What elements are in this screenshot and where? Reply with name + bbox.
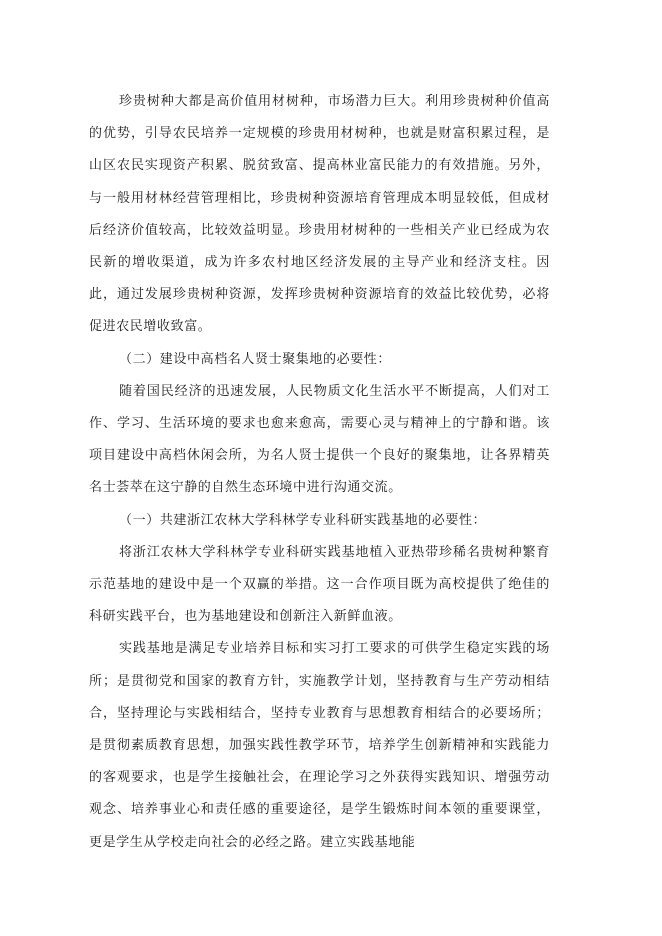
paragraph-practice-base: 实践基地是满足专业培养目标和实习打工要求的可供学生稳定实践的场所；是贯彻党和国家的教育方针，实施教学计划，坚持教育与生产劳动相结合，坚持理论与实践相结合，坚持专业教育与思想教育相结合的必要场所；是贯彻素质教育思想，加强实践性教学环节，培养学生创新精神和实践能力的客观要求，也是学生接触社会，在理论学习之外获得实践知识、增强劳动观念、培养事业心和责任感的重要途径，是学生锻炼时间本领的重要课堂，更是学生从学校走向社会的必经之路。建立实践基地能: [89, 641, 550, 850]
section-heading-research-base: （一）共建浙江农林大学科林学专业科研实践基地的必要性：: [119, 512, 487, 528]
paragraph-gathering-place: 随着国民经济的迅速发展，人民物质文化生活水平不断提高，人们对工作、学习、生活环境的要求也愈来愈高，需要心灵与精神上的宁静和谐。该项目建设中高档休闲会所，为名人贤士提供一个良好的聚集地，让各界精英名士荟萃在这宁静的自然生态环境中进行沟通交流。: [89, 383, 550, 496]
paragraph-rare-tree-value: 珍贵树种大都是高价值用材树种，市场潜力巨大。利用珍贵树种价值高的优势，引导农民培养一定规模的珍贵用材树种，也就是财富积累过程，是山区农民实现资产积累、脱贫致富、提高林业富民能力的有效措施。另外，与一般用材林经营管理相比，珍贵树种资源培育管理成本明显较低，但成材后经济价值较高，比较效益明显。珍贵用材树种的一些相关产业已经成为农民新的增收渠道，成为许多农村地区经济发展的主导产业和经济支柱。因此，通过发展珍贵树种资源，发挥珍贵树种资源培育的效益比较优势，必将促进农民增收致富。: [89, 94, 550, 335]
paragraph-research-base-intro: 将浙江农林大学科林学专业科研实践基地植入亚热带珍稀名贵树种繁育示范基地的建设中是一个双赢的举措。这一合作项目既为高校提供了绝佳的科研实践平台，也为基地建设和创新注入新鲜血液。: [89, 544, 550, 625]
section-heading-gathering-place: （二）建设中高档名人贤士聚集地的必要性：: [119, 351, 392, 367]
